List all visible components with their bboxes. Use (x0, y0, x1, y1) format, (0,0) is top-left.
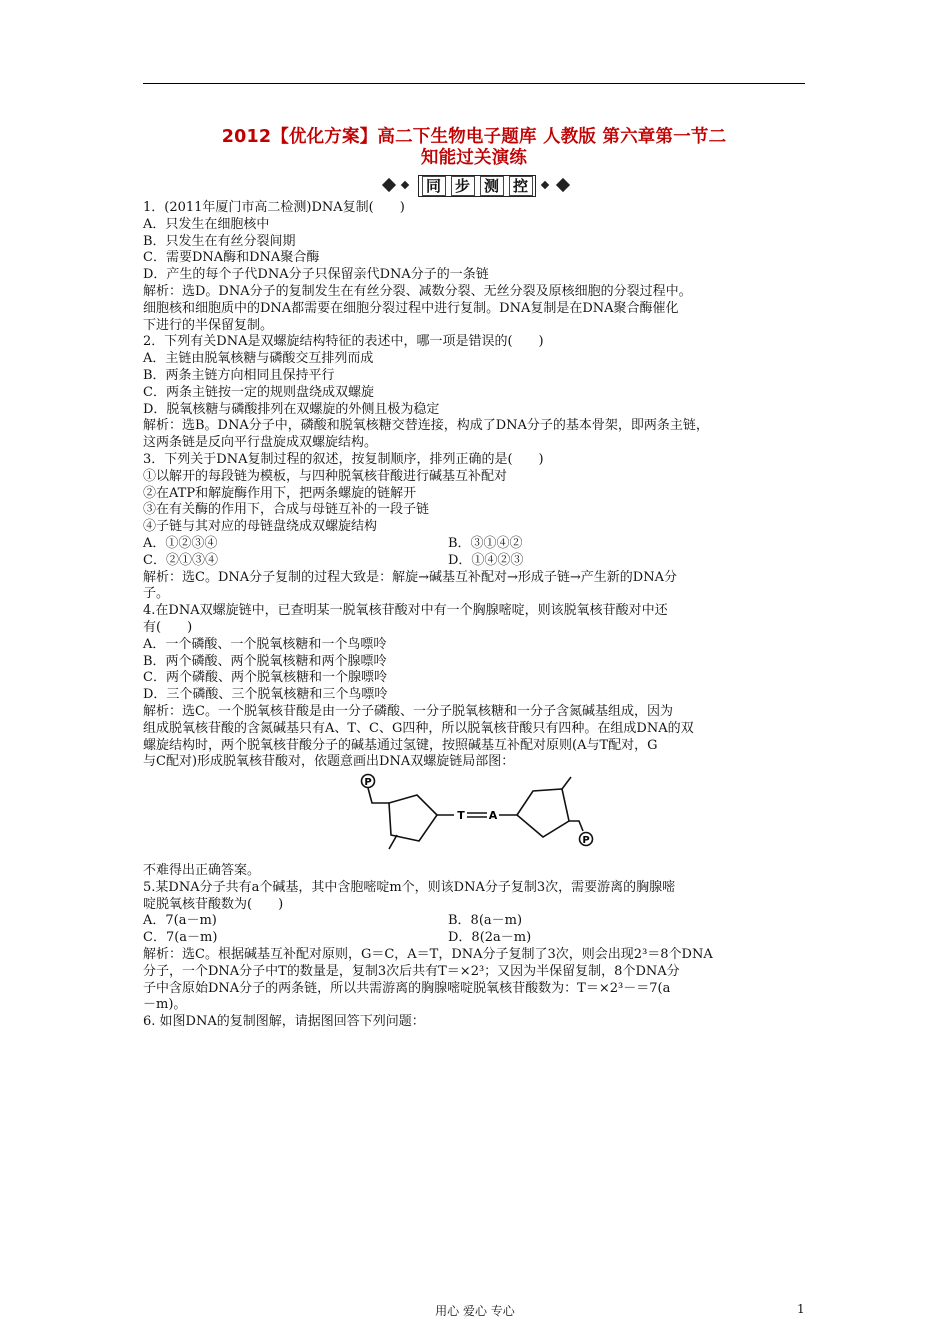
page-title-line1: 2012【优化方案】高二下生物电子题库 人教版 第六章第一节二 (221, 127, 727, 147)
sugar-tail (562, 777, 571, 789)
text-line: 4.在DNA双螺旋链中，已查明某一脱氧核苷酸对中有一个胸腺嘧啶，则该脱氧核苷酸对中还 (143, 603, 668, 619)
text-line: B．两个磷酸、两个脱氧核糖和两个腺嘌呤 (143, 653, 387, 669)
small-diamond-icon (401, 181, 409, 189)
option-row (143, 913, 815, 930)
right-sugar (517, 789, 569, 837)
option-d: D．8(2a－m) (448, 930, 532, 946)
text-line: ①以解开的每段链为模板，与四种脱氧核苷酸进行碱基互补配对 (143, 468, 508, 484)
option-b: B．③①④② (448, 535, 523, 551)
text-line: 解析：选D。DNA分子的复制发生在有丝分裂、减数分裂、无丝分裂及原核细胞的分裂过程中。 (143, 283, 692, 299)
text-line: 下进行的半保留复制。 (143, 317, 274, 333)
text-line: 3．下列关于DNA复制过程的叙述，按复制顺序，排列正确的是( ) (143, 451, 544, 467)
text-line: 1．(2011年厦门市高二检测)DNA复制( ) (143, 200, 405, 215)
text-line: C．需要DNA酶和DNA聚合酶 (143, 250, 320, 266)
option-d: D．①④②③ (448, 552, 524, 568)
option-row (143, 553, 815, 570)
banner-char: 步 (451, 176, 475, 196)
text-line: 不难得出正确答案。 (143, 863, 261, 879)
footer-motto: 用心 爱心 专心 (435, 1304, 515, 1318)
text-line: 细胞核和细胞质中的DNA都需要在细胞分裂过程中进行复制。DNA复制是在DNA聚合酶催化 (143, 300, 679, 316)
small-diamond-icon (541, 181, 549, 189)
base-a-label: A (488, 809, 498, 823)
sugar-tail (389, 835, 397, 849)
phosphate-label: P (364, 777, 372, 789)
option-row (143, 536, 815, 553)
text-line: A．一个磷酸、一个脱氧核糖和一个鸟嘌呤 (143, 636, 387, 652)
text-line: 有( ) (143, 619, 193, 635)
banner-char: 控 (509, 176, 533, 196)
text-line: C．两条主链按一定的规则盘绕成双螺旋 (143, 384, 374, 400)
text-line: 解析：选C。DNA分子复制的过程大致是：解旋→碱基互补配对→形成子链→产生新的DNA分 (143, 569, 677, 585)
dna-pair-figure (143, 771, 815, 863)
page-title-line2: 知能过关演练 (420, 148, 528, 168)
section-banner (372, 175, 578, 197)
option-b: B．8(a－m) (448, 913, 523, 929)
text-line: －m)。 (143, 997, 187, 1013)
base-t-label: T (457, 809, 465, 823)
option-row (143, 930, 815, 947)
text-line: 啶脱氧核苷酸数为( ) (143, 896, 284, 912)
phosphate-label: P (582, 835, 590, 847)
page-number: 1 (797, 1302, 805, 1316)
text-line: 6. 如图DNA的复制图解，请据图回答下列问题： (143, 1014, 425, 1030)
text-line: 子中含原始DNA分子的两条链，所以共需游离的胸腺嘧啶脱氧核苷酸数为：T＝×2³－＝7(a (143, 980, 671, 996)
banner-char: 测 (480, 176, 504, 196)
phosphate-bond (569, 821, 583, 831)
text-line: 解析：选B。DNA分子中，磷酸和脱氧核糖交替连接，构成了DNA分子的基本骨架，即两条主链， (143, 418, 709, 434)
text-line: 2．下列有关DNA是双螺旋结构特征的表述中，哪一项是错误的( ) (143, 334, 544, 350)
banner-box (418, 175, 536, 197)
text-line: ③在有关酶的作用下，合成与母链互补的一段子链 (143, 502, 430, 518)
text-line: 与C配对)形成脱氧核苷酸对，依题意画出DNA双螺旋链局部图： (143, 754, 515, 770)
text-line: C．两个磷酸、两个脱氧核糖和一个腺嘌呤 (143, 670, 387, 686)
option-a: A．7(a－m) (143, 913, 217, 929)
option-a: A．①②③④ (143, 535, 218, 551)
text-line: 子。 (143, 586, 170, 602)
text-line: 5.某DNA分子共有a个碱基，其中含胞嘧啶m个，则该DNA分子复制3次，需要游离的胸腺嘧 (143, 879, 676, 895)
text-line: D．脱氧核糖与磷酸排列在双螺旋的外侧且极为稳定 (143, 401, 440, 417)
text-line: D．产生的每个子代DNA分子只保留亲代DNA分子的一条链 (143, 267, 489, 283)
left-sugar (389, 795, 437, 841)
text-line: A．主链由脱氧核糖与磷酸交互排列而成 (143, 351, 374, 367)
text-line: A．只发生在细胞核中 (143, 216, 270, 232)
diamond-icon (382, 178, 396, 192)
top-rule (143, 83, 805, 84)
text-line: ④子链与其对应的母链盘绕成双螺旋结构 (143, 519, 378, 535)
phosphate-bond (368, 788, 389, 803)
text-line: 分子，一个DNA分子中T的数量是，复制3次后共有T＝×2³；又因为半保留复制，8个DNA分 (143, 963, 680, 979)
text-line: D．三个磷酸、三个脱氧核糖和三个鸟嘌呤 (143, 687, 388, 703)
option-c: C．7(a－m) (143, 930, 218, 946)
text-line: 螺旋结构时，两个脱氧核苷酸分子的碱基通过氢键，按照碱基互补配对原则(A与T配对，G (143, 737, 658, 753)
text-line: 解析：选C。根据碱基互补配对原则，G＝C，A＝T，DNA分子复制了3次，则会出现2³＝8个DNA (143, 947, 713, 963)
text-line: 解析：选C。一个脱氧核苷酸是由一分子磷酸、一分子脱氧核糖和一分子含氮碱基组成，因为 (143, 703, 673, 719)
document-body (143, 200, 815, 1031)
text-line: B．两条主链方向相同且保持平行 (143, 367, 335, 383)
diamond-icon (556, 178, 570, 192)
text-line: 组成脱氧核苷酸的含氮碱基只有A、T、C、G四种，所以脱氧核苷酸只有四种。在组成DNA的双 (143, 720, 694, 736)
option-c: C．②①③④ (143, 552, 218, 568)
text-line: 这两条链是反向平行盘旋成双螺旋结构。 (143, 435, 378, 451)
hydrogen-bond (467, 813, 487, 817)
text-line: ②在ATP和解旋酶作用下，把两条螺旋的链解开 (143, 485, 417, 501)
banner-char: 同 (422, 176, 446, 196)
nucleotide-pair-diagram (357, 773, 597, 861)
text-line: B．只发生在有丝分裂间期 (143, 233, 296, 249)
